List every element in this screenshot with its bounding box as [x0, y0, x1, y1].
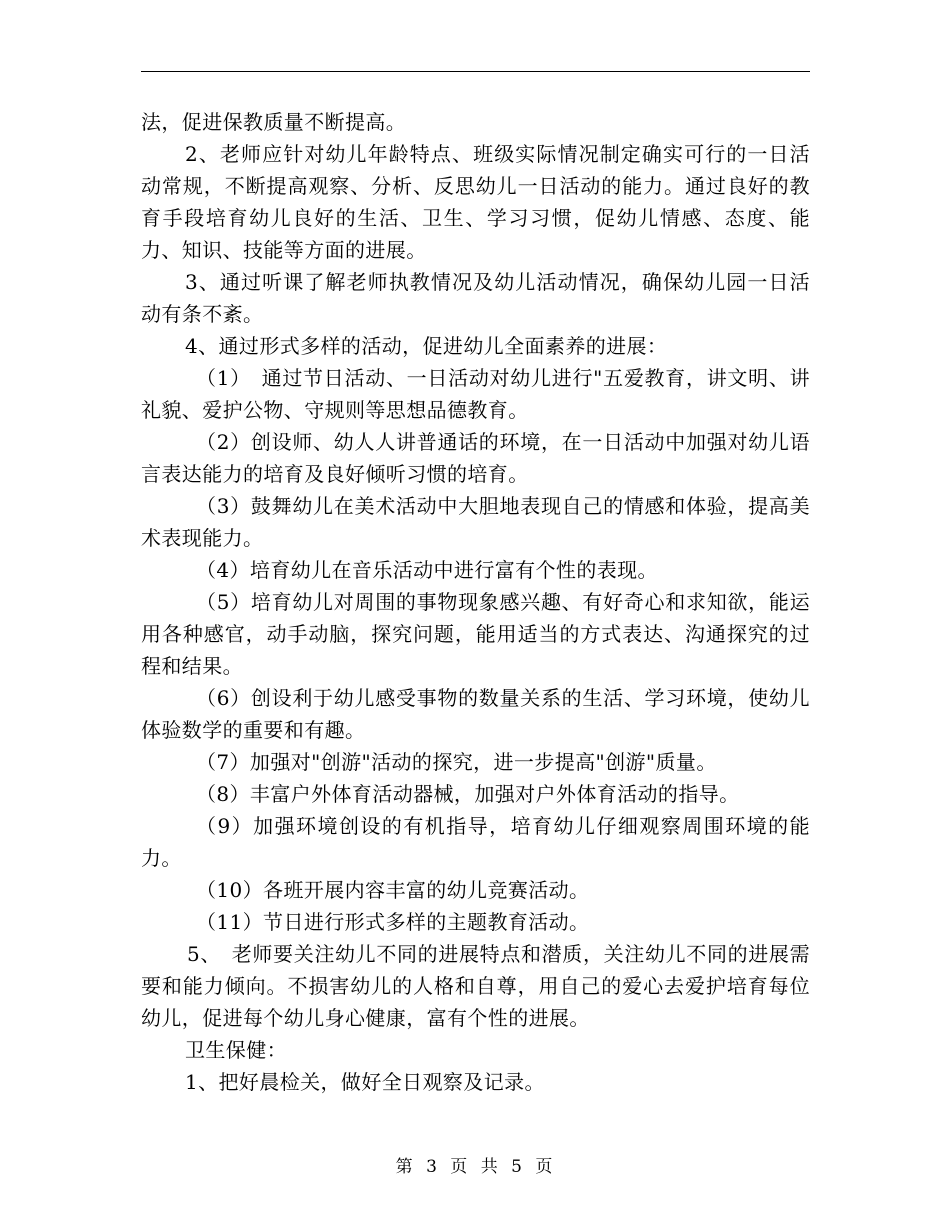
paragraph-sub-9: （9）加强环境创设的有机指导，培育幼儿仔细观察周围环境的能力。 [141, 814, 810, 870]
paragraph-sub-5: （5）培育幼儿对周围的事物现象感兴趣、有好奇心和求知欲，能运用各种感官，动手动脑，探究问题，能用适当的方式表达、沟通探究的过程和结果。 [141, 590, 810, 678]
paragraph-sub-2: （2）创设师、幼人人讲普通话的环境，在一日活动中加强对幼儿语言表达能力的培育及良好倾听习惯的培育。 [141, 430, 810, 486]
paragraph-sub-7: （7）加强对"创游"活动的探究，进一步提高"创游"质量。 [196, 750, 717, 774]
paragraph-sub-3: （3）鼓舞幼儿在美术活动中大胆地表现自己的情感和体验，提高美术表现能力。 [141, 494, 810, 550]
document-body [141, 106, 810, 1098]
paragraph-heading-hygiene: 卫生保健： [185, 1038, 287, 1062]
paragraph-sub-6: （6）创设利于幼儿感受事物的数量关系的生活、学习环境，使幼儿体验数学的重要和有趣。 [141, 686, 810, 742]
paragraph-sub-11: （11）节日进行形式多样的主题教育活动。 [196, 910, 590, 934]
paragraph-item-4: 4、通过形式多样的活动，促进幼儿全面素养的进展： [185, 334, 668, 358]
paragraph-item-3: 3、通过听课了解老师执教情况及幼儿活动情况，确保幼儿园一日活动有条不紊。 [141, 270, 810, 326]
paragraph-item-5: 5、 老师要关注幼儿不同的进展特点和潜质，关注幼儿不同的进展需要和能力倾向。不损害幼儿的人格和自尊，用自己的爱心去爱护培育每位幼儿，促进每个幼儿身心健康，富有个性的进展。 [141, 942, 810, 1030]
paragraph-hygiene-1: 1、把好晨检关，做好全日观察及记录。 [185, 1070, 545, 1094]
paragraph-item-2: 2、老师应针对幼儿年龄特点、班级实际情况制定确实可行的一日活动常规，不断提高观察、分析、反思幼儿一日活动的能力。通过良好的教育手段培育幼儿良好的生活、卫生、学习习惯，促幼儿情感、态度、能力、知识、技能等方面的进展。 [141, 142, 810, 262]
paragraph-sub-1: （1） 通过节日活动、一日活动对幼儿进行"五爱教育，讲文明、讲礼貌、爱护公物、守规则等思想品德教育。 [141, 366, 810, 422]
paragraph-continuation: 法，促进保教质量不断提高。 [141, 110, 407, 134]
header-rule [141, 71, 810, 72]
page-number-footer: 第 3 页 共 5 页 [395, 1157, 555, 1177]
paragraph-sub-4: （4）培育幼儿在音乐活动中进行富有个性的表现。 [196, 558, 658, 582]
paragraph-sub-10: （10）各班开展内容丰富的幼儿竞赛活动。 [196, 878, 590, 902]
paragraph-sub-8: （8）丰富户外体育活动器械，加强对户外体育活动的指导。 [196, 782, 740, 806]
